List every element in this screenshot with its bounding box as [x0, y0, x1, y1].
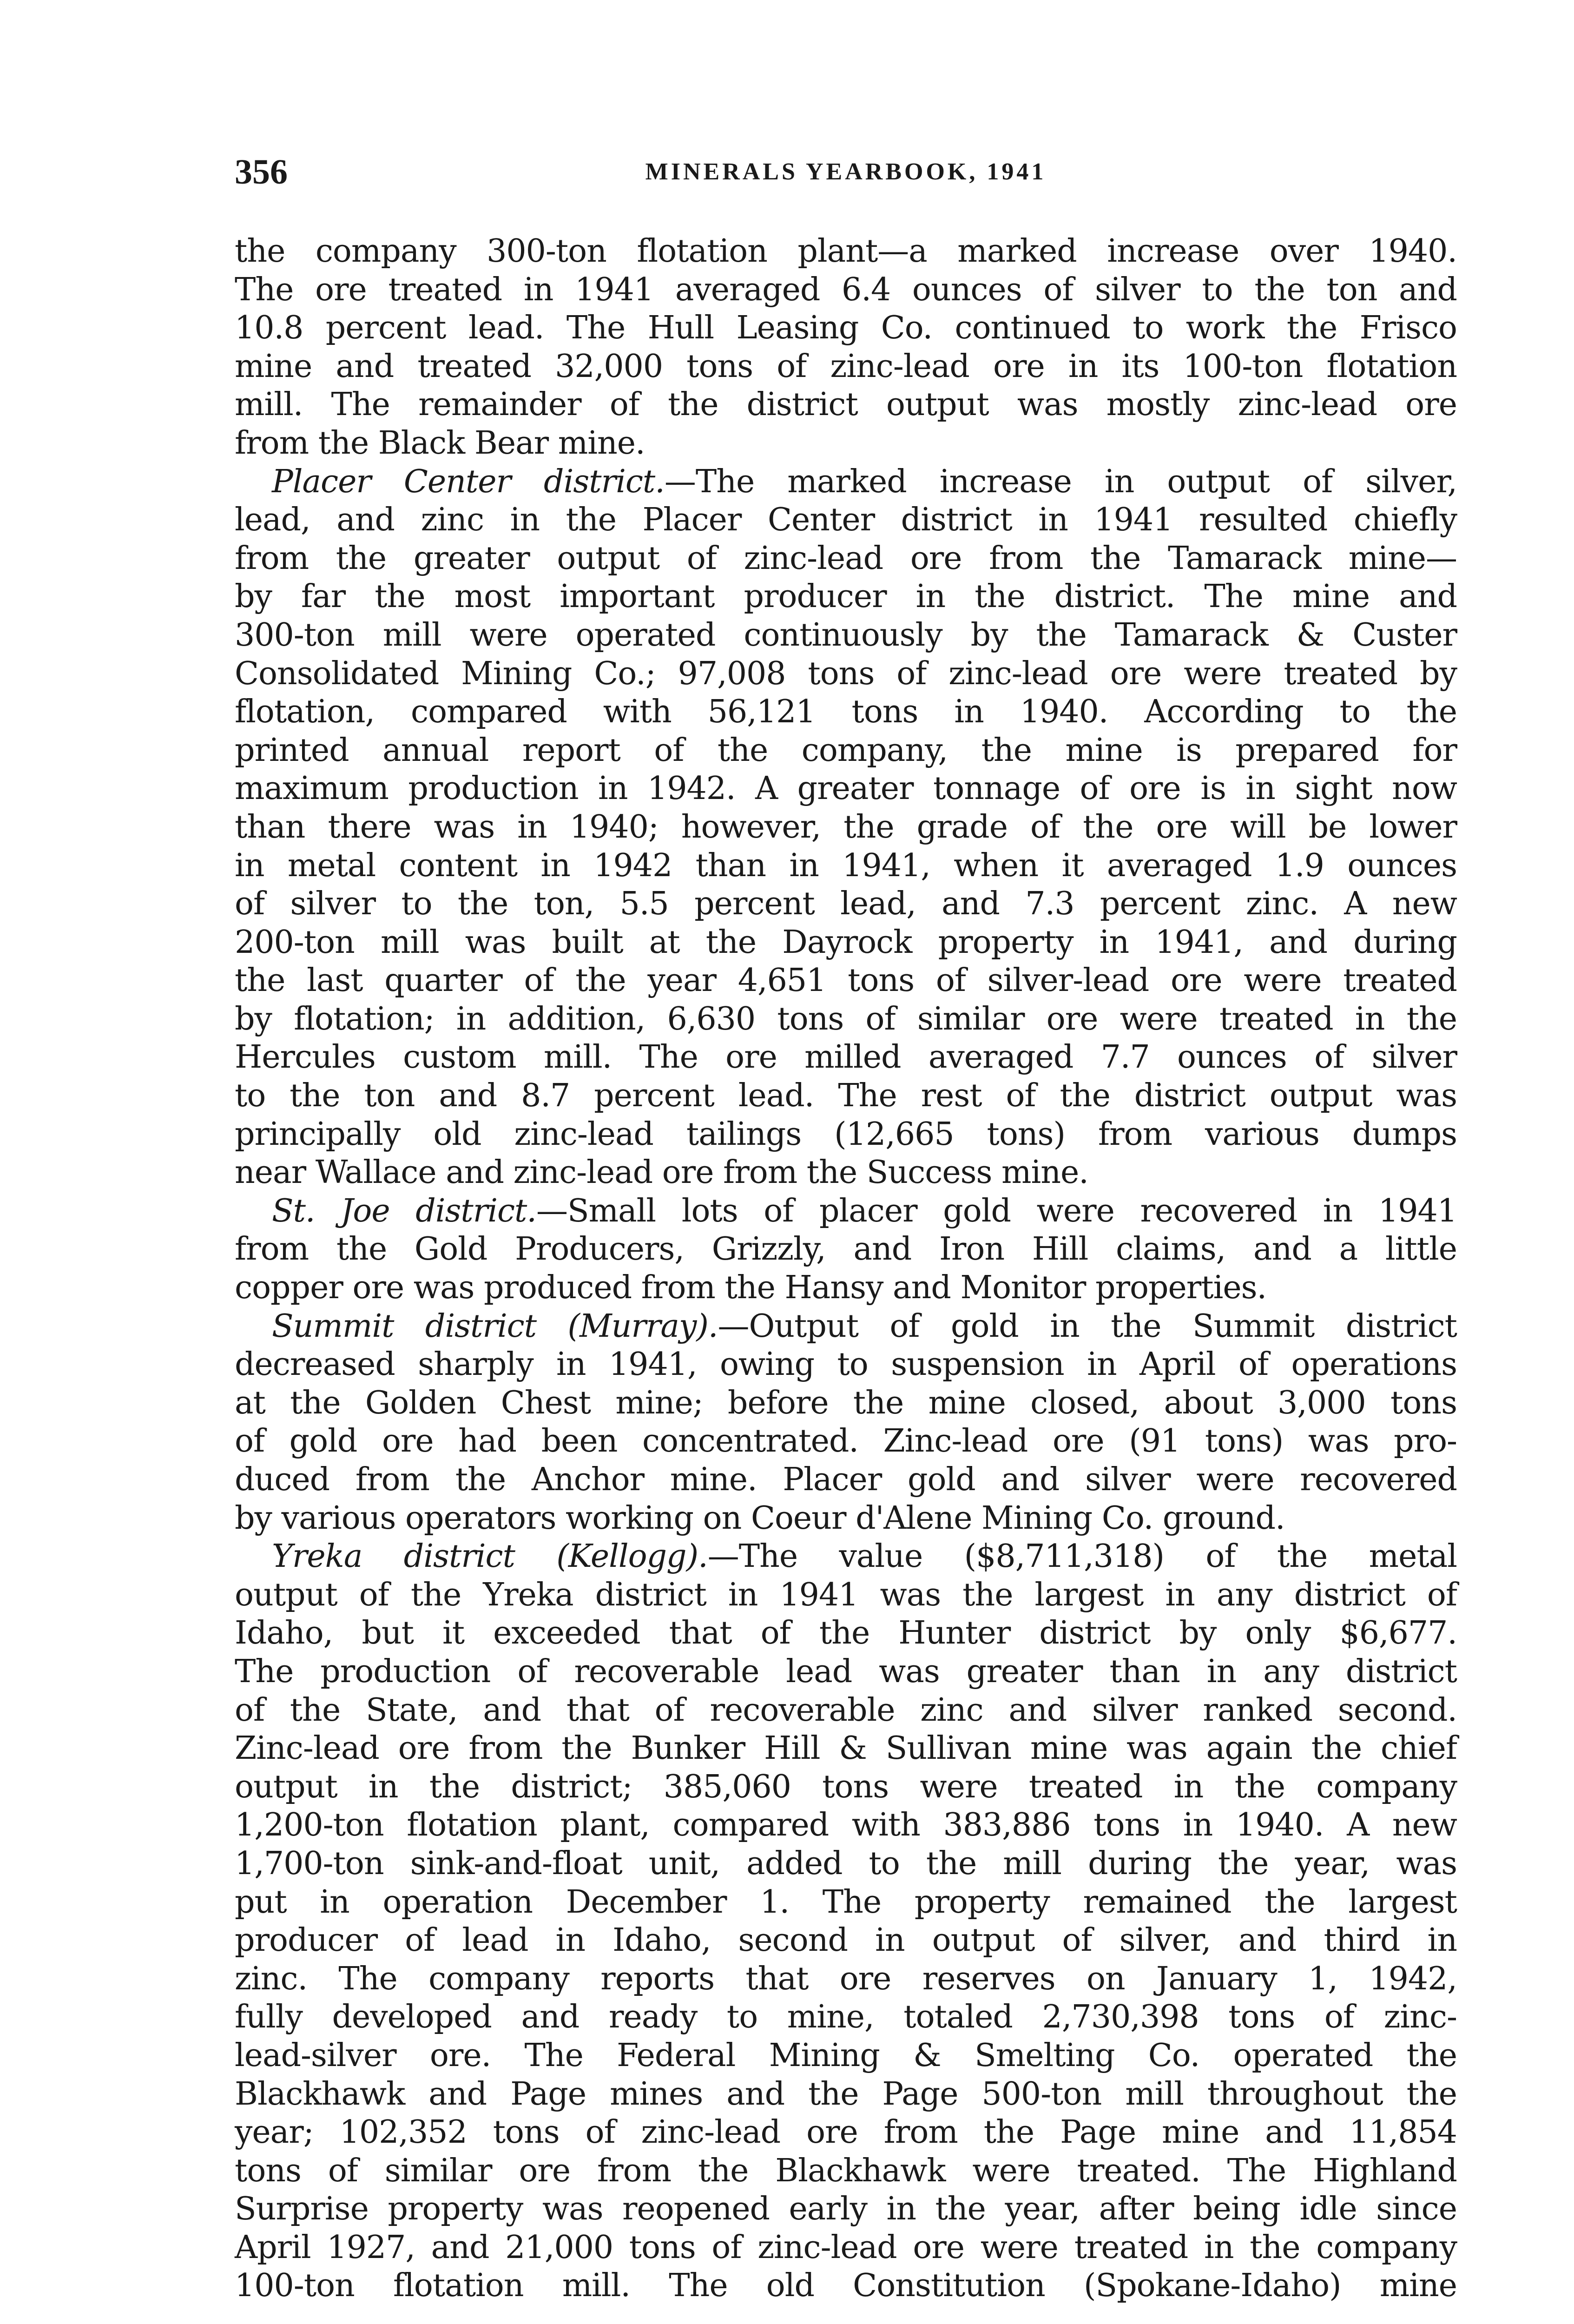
text-line	[235, 1307, 1457, 1346]
text-line	[235, 693, 1457, 732]
text-line	[235, 1038, 1457, 1077]
text-line	[235, 808, 1457, 847]
text-line	[235, 1998, 1457, 2037]
text-line	[235, 885, 1457, 924]
line-text: by far the most important producer in the district. The mine and	[235, 578, 1457, 615]
line-text: to the ton and 8.7 percent lead. The rest of the district output was	[235, 1077, 1457, 1115]
text-line	[235, 1116, 1457, 1154]
line-text: copper ore was produced from the Hansy and Monitor properties.	[235, 1269, 1267, 1307]
text-line	[235, 540, 1457, 578]
line-text: printed annual report of the company, the mine is prepared for	[235, 732, 1457, 769]
text-line	[235, 1269, 1457, 1307]
text-line	[235, 924, 1457, 962]
text-line	[235, 1461, 1457, 1499]
line-text: from the greater output of zinc-lead ore from the Tamarack mine—	[235, 540, 1457, 577]
text-line	[235, 2152, 1457, 2191]
line-text: —Small lots of placer gold were recovered in 1941	[536, 1192, 1457, 1229]
line-text: —The value ($8,711,318) of the metal	[707, 1538, 1457, 1575]
line-text: zinc. The company reports that ore reserves on January 1, 1942,	[235, 1960, 1457, 1997]
line-text: output of the Yreka district in 1941 was the largest in any district of	[235, 1576, 1457, 1613]
line-text: 100-ton flotation mill. The old Constitution (Spokane-Idaho) mine	[235, 2267, 1457, 2304]
district-heading: Placer Center district.	[272, 463, 665, 500]
page-header	[235, 149, 1457, 200]
district-heading: St. Joe district.	[272, 1192, 536, 1229]
text-line	[235, 2075, 1457, 2114]
line-text: Surprise property was reopened early in the year, after being idle since	[235, 2191, 1457, 2228]
text-line	[235, 1614, 1457, 1653]
line-text: by various operators working on Coeur d'Alene Mining Co. ground.	[235, 1499, 1285, 1537]
text-line	[235, 1960, 1457, 1999]
line-text: the company 300-ton flotation plant—a marked increase over 1940.	[235, 233, 1457, 270]
text-line	[235, 1154, 1457, 1192]
text-line	[235, 2037, 1457, 2075]
line-text: Hercules custom mill. The ore milled averaged 7.7 ounces of silver	[235, 1039, 1457, 1076]
text-line	[235, 1691, 1457, 1730]
text-line	[235, 232, 1457, 271]
line-text: output in the district; 385,060 tons were treated in the company	[235, 1768, 1457, 1805]
text-line	[235, 1576, 1457, 1615]
line-text: producer of lead in Idaho, second in output of silver, and third in	[235, 1922, 1457, 1959]
line-text: 300-ton mill were operated continuously by the Tamarack & Custer	[235, 616, 1457, 654]
text-line	[235, 1768, 1457, 1807]
text-line	[235, 616, 1457, 655]
text-line	[235, 1077, 1457, 1116]
line-text: 1,200-ton flotation plant, compared with 383,886 tons in 1940. A new	[235, 1807, 1457, 1844]
line-text: flotation, compared with 56,121 tons in 1940. According to the	[235, 693, 1457, 731]
text-line	[235, 1653, 1457, 1691]
text-line	[235, 309, 1457, 348]
line-text: by flotation; in addition, 6,630 tons of similar ore were treated in the	[235, 1000, 1457, 1037]
line-text: lead, and zinc in the Placer Center district in 1941 resulted chiefly	[235, 502, 1457, 539]
line-text: than there was in 1940; however, the grade of the ore will be lower	[235, 808, 1457, 845]
text-line	[235, 1730, 1457, 1768]
text-line	[235, 655, 1457, 693]
text-line	[235, 2267, 1457, 2305]
text-line	[235, 1230, 1457, 1269]
text-line	[235, 732, 1457, 770]
text-line	[235, 424, 1457, 463]
line-text: in metal content in 1942 than in 1941, when it averaged 1.9 ounces	[235, 847, 1457, 884]
text-line	[235, 1346, 1457, 1384]
line-text: from the Gold Producers, Grizzly, and Iron Hill claims, and a little	[235, 1231, 1457, 1268]
text-line	[235, 1845, 1457, 1883]
district-heading: Yreka district (Kellogg).	[272, 1538, 708, 1575]
line-text: Idaho, but it exceeded that of the Hunter district by only $6,677.	[235, 1615, 1457, 1652]
text-line	[235, 1921, 1457, 1960]
line-text: year; 102,352 tons of zinc-lead ore from the Page mine and 11,854	[235, 2114, 1457, 2151]
text-line	[235, 962, 1457, 1000]
line-text: —The marked increase in output of silver,	[664, 463, 1457, 500]
line-text: of the State, and that of recoverable zinc and silver ranked second.	[235, 1691, 1457, 1729]
line-text: Blackhawk and Page mines and the Page 500-ton mill throughout the	[235, 2075, 1457, 2113]
text-line	[235, 578, 1457, 616]
line-text: 1,700-ton sink-and-float unit, added to the mill during the year, was	[235, 1845, 1457, 1882]
running-head: MINERALS YEARBOOK, 1941	[645, 158, 1047, 185]
text-line	[235, 2190, 1457, 2229]
text-line	[235, 1499, 1457, 1538]
line-text: the last quarter of the year 4,651 tons of silver-lead ore were treated	[235, 962, 1457, 999]
line-text: Zinc-lead ore from the Bunker Hill & Sullivan mine was again the chief	[235, 1730, 1457, 1767]
line-text: near Wallace and zinc-lead ore from the Success mine.	[235, 1154, 1088, 1191]
text-line	[235, 770, 1457, 808]
text-line	[235, 1000, 1457, 1039]
text-line	[235, 463, 1457, 502]
line-text: from the Black Bear mine.	[235, 424, 645, 462]
line-text: lead-silver ore. The Federal Mining & Smelting Co. operated the	[235, 2037, 1457, 2074]
text-line	[235, 386, 1457, 424]
text-line	[235, 348, 1457, 386]
body-text	[235, 232, 1457, 2305]
line-text: The production of recoverable lead was greater than in any district	[235, 1653, 1457, 1690]
line-text: fully developed and ready to mine, totaled 2,730,398 tons of zinc-	[235, 1999, 1457, 2036]
line-text: decreased sharply in 1941, owing to suspension in April of operations	[235, 1346, 1457, 1383]
line-text: put in operation December 1. The property remained the largest	[235, 1883, 1457, 1921]
line-text: 10.8 percent lead. The Hull Leasing Co. continued to work the Frisco	[235, 310, 1457, 347]
text-line	[235, 847, 1457, 885]
line-text: duced from the Anchor mine. Placer gold and silver were recovered	[235, 1461, 1457, 1498]
text-line	[235, 1883, 1457, 1922]
line-text: maximum production in 1942. A greater tonnage of ore is in sight now	[235, 770, 1457, 807]
line-text: April 1927, and 21,000 tons of zinc-lead ore were treated in the company	[235, 2229, 1457, 2266]
line-text: at the Golden Chest mine; before the mine closed, about 3,000 tons	[235, 1384, 1457, 1421]
line-text: Consolidated Mining Co.; 97,008 tons of zinc-lead ore were treated by	[235, 655, 1457, 692]
text-line	[235, 2113, 1457, 2152]
district-heading: Summit district (Murray).	[272, 1307, 718, 1345]
line-text: —Output of gold in the Summit district	[718, 1307, 1457, 1345]
text-line	[235, 2229, 1457, 2267]
line-text: of silver to the ton, 5.5 percent lead, and 7.3 percent zinc. A new	[235, 885, 1457, 923]
line-text: mine and treated 32,000 tons of zinc-lead ore in its 100-ton flotation	[235, 348, 1457, 385]
line-text: The ore treated in 1941 averaged 6.4 ounces of silver to the ton and	[235, 271, 1457, 308]
page-number: 356	[235, 152, 288, 191]
text-line	[235, 1422, 1457, 1461]
line-text: principally old zinc-lead tailings (12,665 tons) from various dumps	[235, 1116, 1457, 1153]
text-line	[235, 1538, 1457, 1576]
text-line	[235, 1192, 1457, 1231]
line-text: 200-ton mill was built at the Dayrock property in 1941, and during	[235, 924, 1457, 961]
text-line	[235, 1384, 1457, 1423]
text-line	[235, 1806, 1457, 1845]
line-text: of gold ore had been concentrated. Zinc-lead ore (91 tons) was pro-	[235, 1423, 1457, 1460]
line-text: tons of similar ore from the Blackhawk were treated. The Highland	[235, 2152, 1457, 2189]
text-line	[235, 501, 1457, 540]
text-line	[235, 271, 1457, 310]
line-text: mill. The remainder of the district output was mostly zinc-lead ore	[235, 386, 1457, 423]
